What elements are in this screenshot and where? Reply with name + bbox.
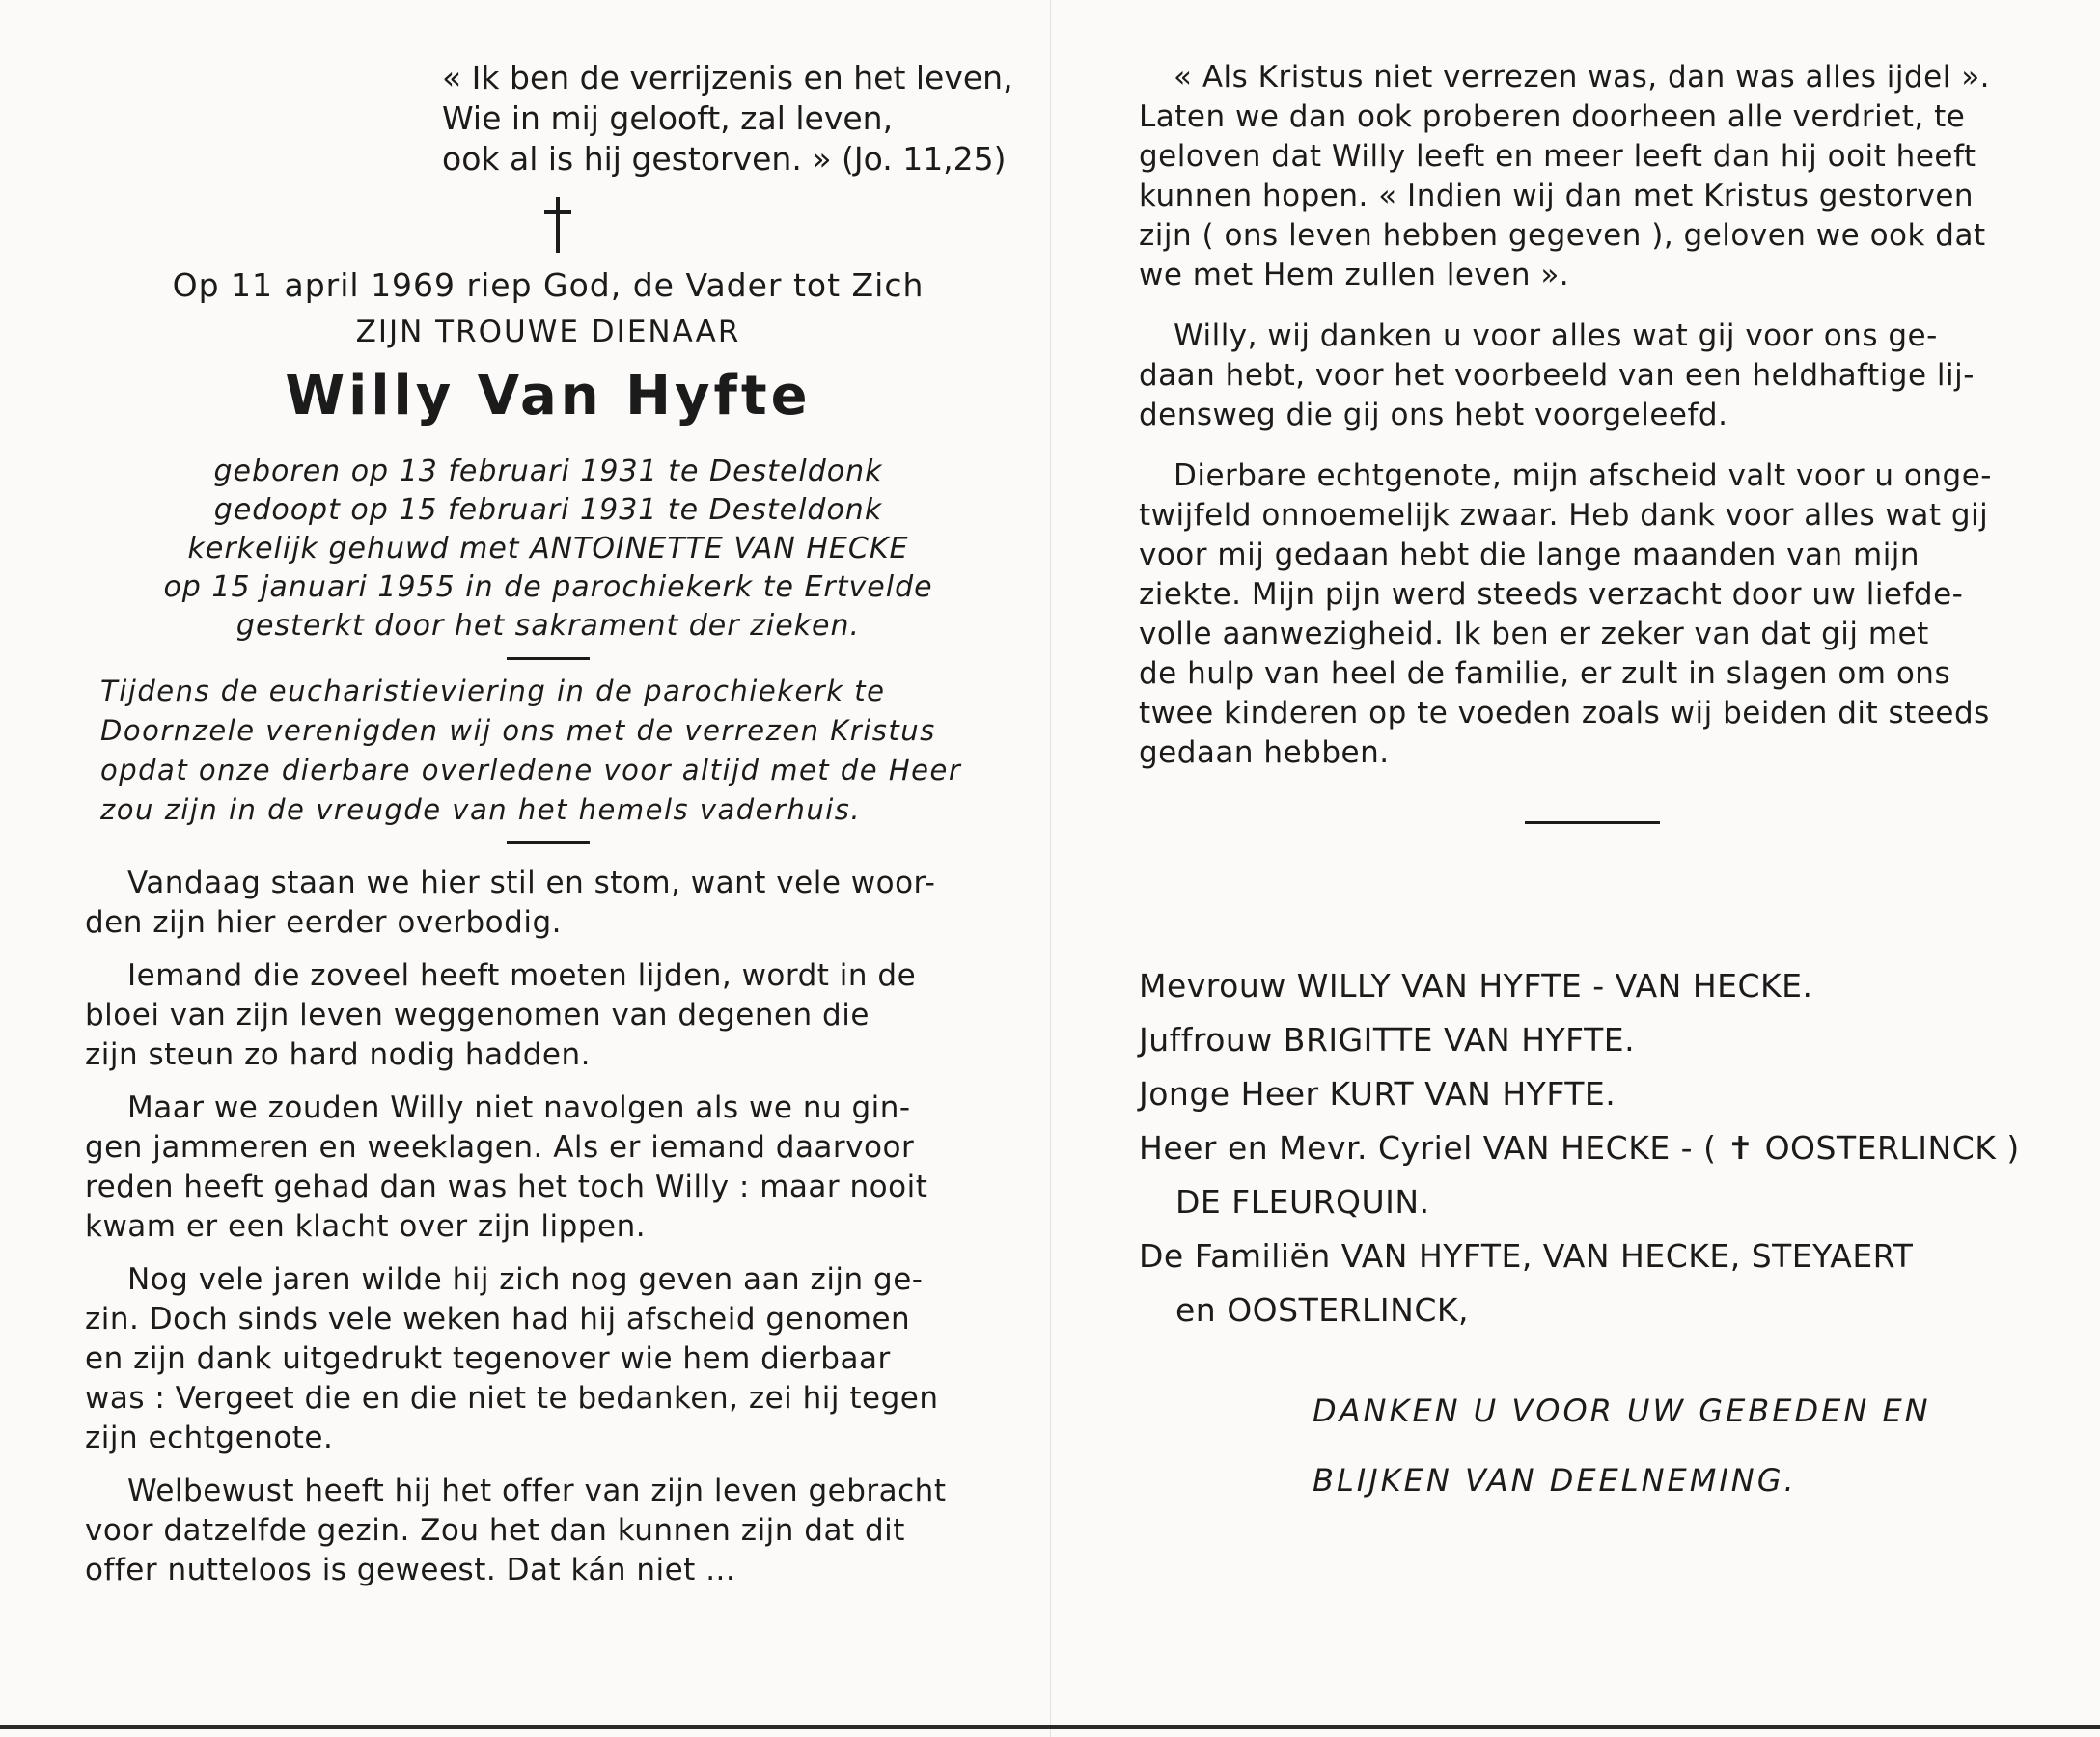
eucharist-text [85,672,1011,830]
divider [1525,821,1660,824]
death-announcement: Op 11 april 1969 riep God, de Vader tot Zich [172,266,925,304]
text-line: Maar we zouden Willy niet navolgen als we nu gin- [127,1090,911,1125]
text-line: Nog vele jaren wilde hij zich nog geven aan zijn ge- [127,1262,924,1297]
text-line: zijn echtgenote. [85,1420,334,1455]
text-line: ziekte. Mijn pijn werd steeds verzacht door uw liefde- [1139,577,1964,612]
text-line: offer nutteloos is geweest. Dat kán niet ... [85,1553,736,1587]
quote-line: Wie in mij gelooft, zal leven, [442,99,894,137]
thanks-line: DANKEN U VOOR UW GEBEDEN EN [1312,1392,1931,1429]
quote-line: ook al is hij gestorven. » (Jo. 11,25) [442,140,1007,178]
divider [507,841,590,844]
paragraph [1139,317,2046,435]
paragraph [1139,456,2046,773]
text-line: twee kinderen op te voeden zoals wij beiden dit steeds [1139,696,1990,731]
family-line: Juffrouw BRIGITTE VAN HYFTE. [1139,1021,1636,1059]
right-page [1139,58,2046,1515]
cross-icon [539,197,577,255]
paragraph [85,1260,1011,1458]
eucharist-line: zou zijn in de vreugde van het hemels vaderhuis. [100,793,862,826]
eucharist-line: Tijdens de eucharistieviering in de parochiekerk te [100,675,886,707]
family-list [1139,959,2046,1337]
text-line: twijfeld onnoemelijk zwaar. Heb dank voor alles wat gij [1139,498,1989,533]
family-line: Jonge Heer KURT VAN HYFTE. [1139,1075,1616,1113]
text-line: zijn ( ons leven hebben gegeven ), geloven we ook dat [1139,218,1986,253]
text-line: en zijn dank uitgedrukt tegenover wie hem dierbaar [85,1341,891,1376]
text-line: bloei van zijn leven weggenomen van degenen die [85,998,870,1033]
divider [507,657,590,660]
text-line: geloven dat Willy leeft en meer leeft dan hij ooit heeft [1139,139,1976,174]
eucharist-line: Doornzele verenigden wij ons met de verrezen Kristus [100,714,936,747]
fact-line: gedoopt op 15 februari 1931 te Desteldonk [213,493,883,527]
eucharist-line: opdat onze dierbare overledene voor altijd met de Heer [100,754,962,786]
text-line: was : Vergeet die en die niet te bedanken, zei hij tegen [85,1381,939,1416]
text-line: de hulp van heel de familie, er zult in slagen om ons [1139,656,1951,691]
text-line: Willy, wij danken u voor alles wat gij voor ons ge- [1174,318,1938,353]
paragraph [85,864,1011,943]
text-line: daan hebt, voor het voorbeeld van een heldhaftige lij- [1139,358,1975,393]
text-line: zin. Doch sinds vele weken had hij afscheid genomen [85,1302,911,1337]
family-line: en OOSTERLINCK, [1175,1291,1470,1329]
text-line: gedaan hebben. [1139,735,1390,770]
life-facts [85,453,1011,646]
text-line: Iemand die zoveel heeft moeten lijden, wordt in de [127,958,917,993]
thanks-text [1312,1376,2046,1515]
text-line: « Als Kristus niet verrezen was, dan was alles ijdel ». [1174,60,1991,95]
paragraph [1139,58,2046,295]
paragraph [85,1089,1011,1247]
text-line: we met Hem zullen leven ». [1139,258,1570,292]
text-line: densweg die gij ons hebt voorgeleefd. [1139,398,1728,432]
text-line: kwam er een klacht over zijn lippen. [85,1209,647,1244]
thanks-line: BLIJKEN VAN DEELNEMING. [1312,1462,1797,1499]
deceased-name: Willy Van Hyfte [285,365,812,427]
text-line: volle aanwezigheid. Ik ben er zeker van dat gij met [1139,617,1929,651]
fact-line: gesterkt door het sakrament der zieken. [235,609,861,643]
text-line: voor datzelfde gezin. Zou het dan kunnen zijn dat dit [85,1513,905,1548]
text-line: Dierbare echtgenote, mijn afscheid valt voor u onge- [1174,458,1992,493]
fact-line: geboren op 13 februari 1931 te Desteldonk [213,455,883,488]
text-line: gen jammeren en weeklagen. Als er iemand daarvoor [85,1130,915,1165]
text-line: Laten we dan ook proberen doorheen alle verdriet, te [1139,99,1966,134]
text-line: voor mij gedaan hebt die lange maanden van mijn [1139,538,1920,572]
text-line: Welbewust heeft hij het offer van zijn leven gebracht [127,1474,947,1508]
fact-line: kerkelijk gehuwd met ANTOINETTE VAN HECKE [187,532,909,565]
family-line: De Familiën VAN HYFTE, VAN HECKE, STEYAERT [1139,1237,1914,1275]
text-line: zijn steun zo hard nodig hadden. [85,1037,592,1072]
paragraph [85,1472,1011,1590]
text-line: reden heeft gehad dan was het toch Willy : maar nooit [85,1170,928,1204]
family-line: Heer en Mevr. Cyriel VAN HECKE - ( ✝ OOSTERLINCK ) [1139,1129,2020,1167]
text-line: kunnen hopen. « Indien wij dan met Kristus gestorven [1139,179,1975,213]
text-line: den zijn hier eerder overbodig. [85,905,562,940]
text-line: Vandaag staan we hier stil en stom, want vele woor- [127,866,936,900]
quote-line: « Ik ben de verrijzenis en het leven, [442,59,1013,96]
fold-line [1050,0,1051,1737]
card-edge [0,1725,2100,1729]
paragraph [85,956,1011,1075]
servant-caption: ZIJN TROUWE DIENAAR [355,315,741,349]
left-page [85,58,1011,1590]
bible-quote [442,58,1021,179]
fact-line: op 15 januari 1955 in de parochiekerk te Ertvelde [163,570,933,604]
family-line: Mevrouw WILLY VAN HYFTE - VAN HECKE. [1139,967,1813,1005]
family-line: DE FLEURQUIN. [1175,1183,1430,1221]
